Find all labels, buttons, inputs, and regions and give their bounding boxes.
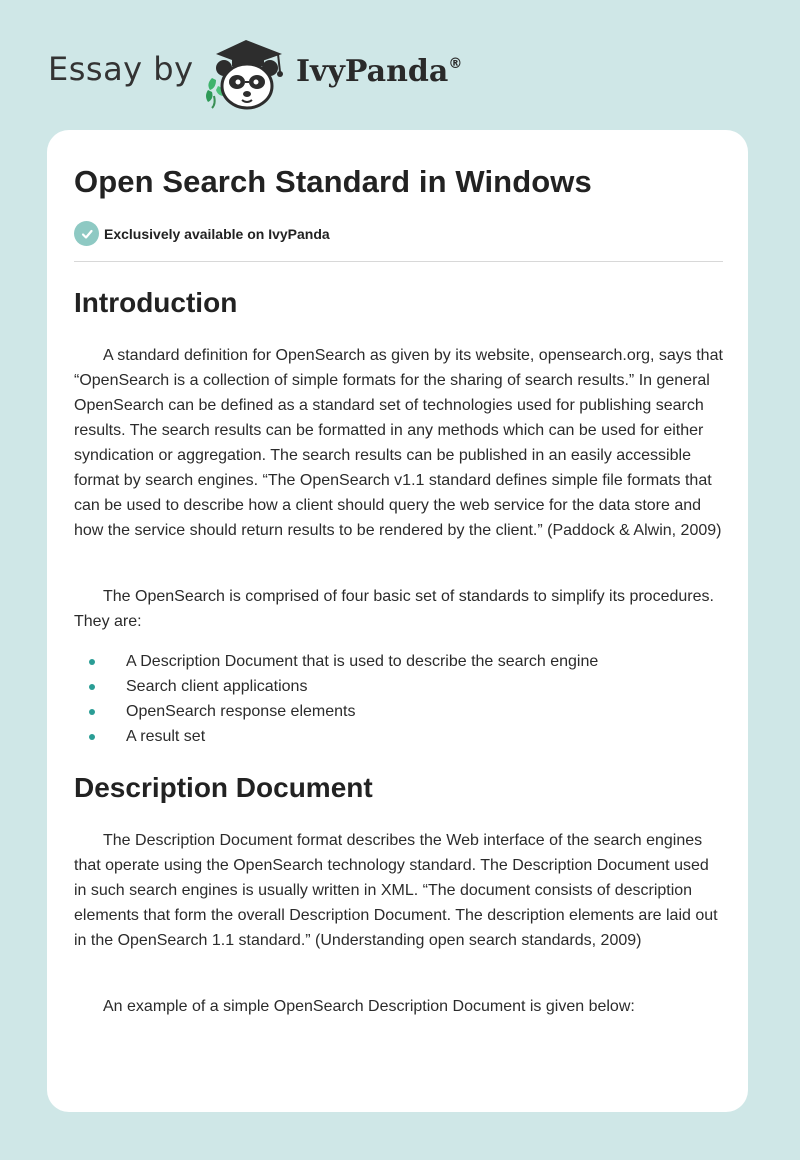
brand-text: IvyPanda [296,54,449,89]
list-item [74,724,724,749]
bullet-icon [89,709,95,715]
list-item-text: OpenSearch response elements [126,703,356,720]
list-item [74,699,724,724]
description-paragraph-2: An example of a simple OpenSearch Description Document is given below: [103,998,635,1015]
bullet-icon [89,684,95,690]
section-heading-description-document: Description Document [74,772,373,803]
page-title: Open Search Standard in Windows [74,164,592,199]
badge-text: Exclusively available on IvyPanda [104,225,330,242]
list-item [74,674,724,699]
intro-paragraph-2: The OpenSearch is comprised of four basic set of standards to simplify its procedures. They are: [74,588,714,630]
registered-mark: ® [448,56,463,72]
panda-logo-icon[interactable] [198,34,294,114]
bullet-icon [89,659,95,665]
brand-name[interactable] [296,54,462,89]
list-item-text: A Description Document that is used to describe the search engine [126,653,599,670]
list-item-text: Search client applications [126,678,308,695]
list-item-text: A result set [126,728,206,745]
site-header [0,0,800,130]
standards-list [74,649,724,749]
essay-by-label: Essay by [48,50,194,88]
exclusive-badge [74,221,330,246]
article-card [47,130,748,1112]
list-item [74,649,724,674]
bullet-icon [89,734,95,740]
intro-paragraph-1: A standard definition for OpenSearch as given by its website, opensearch.org, says that “OpenSearch is a collection of simple formats for the sharing of search results.” In general OpenSearch can be defined as a standard set of technologies used for publishing search results. The search results can be formatted in any methods which can be used for either syndication or aggregation. The search results can be published in an easily accessible format by search engines. “The OpenSearch v1.1 standard defines simple file formats that can be used to describe how a client should query the web service for the data store and how the service should return results to be rendered by the client.” (Paddock & Alwin, 2009) [74,347,723,539]
title-divider [74,261,723,262]
checkmark-icon [74,221,99,246]
description-paragraph-1: The Description Document format describes the Web interface of the search engines that operate using the OpenSearch technology standard. The Description Document used in such search engines is usually written in XML. “The document consists of description elements that form the overall Description Document. The description elements are laid out in the OpenSearch 1.1 standard.” (Understanding open search standards, 2009) [74,832,718,949]
section-heading-introduction: Introduction [74,287,238,318]
